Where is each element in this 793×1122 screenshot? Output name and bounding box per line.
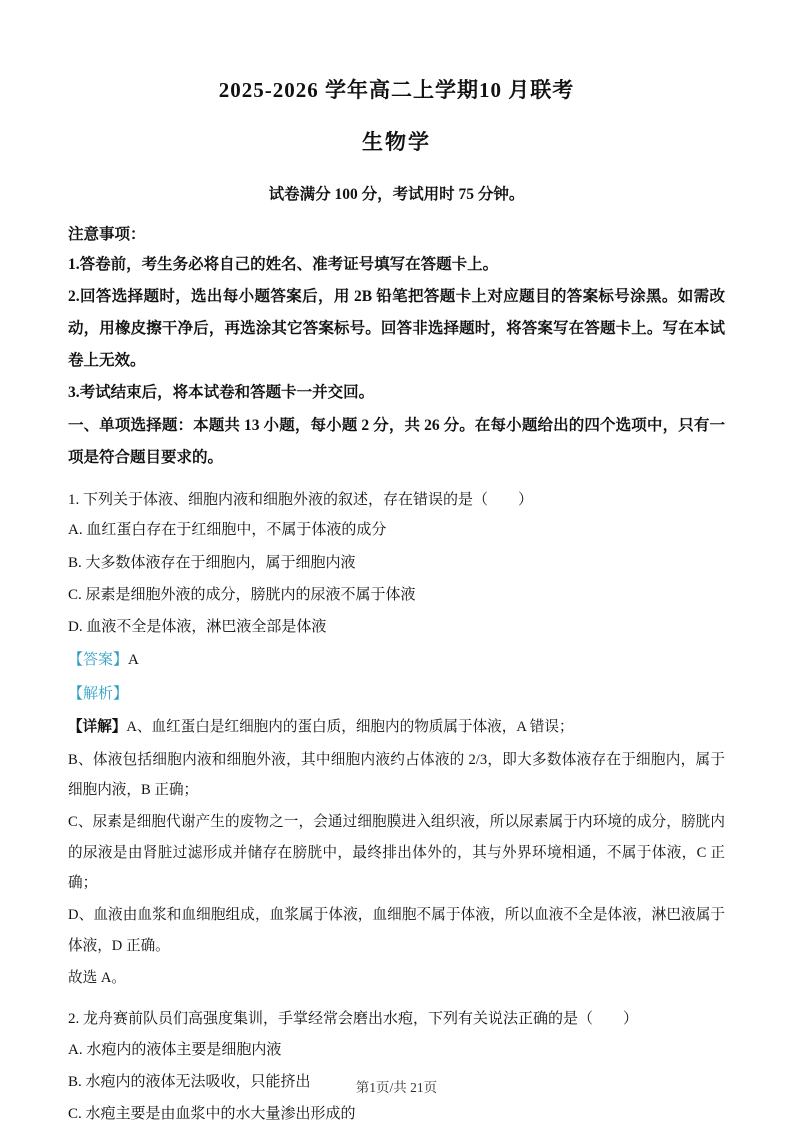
question-1-option-a: A. 血红蛋白存在于红细胞中，不属于体液的成分	[68, 522, 387, 539]
detail-paragraph-a	[68, 712, 725, 742]
detail-conclusion: 故选 A。	[68, 970, 126, 987]
question-2-option-b: B. 水疱内的液体无法吸收，只能挤出	[68, 1074, 311, 1091]
question-2-option-c: C. 水疱主要是由血浆中的水大量渗出形成的	[68, 1106, 356, 1122]
question-1-option-b: B. 大多数体液存在于细胞内，属于细胞内液	[68, 554, 356, 571]
notice-item-1: 1.答卷前，考生务必将自己的姓名、准考证号填写在答题卡上。	[68, 256, 499, 274]
detail-label: 【详解】	[68, 719, 127, 736]
answer-line	[68, 645, 725, 677]
notice-item-2: 2.回答选择题时，选出每小题答案后，用 2B 铅笔把答题卡上对应题目的答案标号涂黑。如需改动，用橡皮擦干净后，再选涂其它答案标号。回答非选择题时，将答案写在答题卡上。写在本试卷上无效。	[68, 288, 725, 369]
detail-paragraph-b: B、体液包括细胞内液和细胞外液，其中细胞内液约占体液的 2/3，即大多数体液存在于细胞内，属于细胞内液，B 正确；	[68, 751, 725, 798]
answer-label: 【答案】	[68, 652, 129, 669]
answer-value: A	[128, 652, 139, 669]
question-1-option-d: D. 血液不全是体液，淋巴液全部是体液	[68, 619, 327, 636]
detail-paragraph-d: D、血液由血浆和血细胞组成，血浆属于体液，血细胞不属于体液，所以血液不全是体液，淋巴液属于体液，D 正确。	[68, 907, 725, 954]
exam-title-line2: 生物学	[362, 130, 431, 154]
analysis-label: 【解析】	[68, 685, 129, 702]
exam-info: 试卷满分 100 分，考试用时 75 分钟。	[268, 186, 525, 203]
question-1-option-c: C. 尿素是细胞外液的成分，膀胱内的尿液不属于体液	[68, 586, 416, 603]
question-2-option-a: A. 水疱内的液体主要是细胞内液	[68, 1041, 282, 1058]
detail-lead-text: A、血红蛋白是红细胞内的蛋白质，细胞内的物质属于体液，A 错误；	[126, 719, 574, 736]
exam-title-line1: 2025-2026 学年高二上学期10 月联考	[218, 78, 575, 102]
section-heading: 一、单项选择题：本题共 13 小题，每小题 2 分，共 26 分。在每小题给出的四个选项中，只有一项是符合题目要求的。	[68, 417, 725, 467]
detail-paragraph-c: C、尿素是细胞代谢产生的废物之一，会通过细胞膜进入组织液，所以尿素属于内环境的成分，膀胱内的尿液是由肾脏过滤形成并储存在膀胱中，最终排出体外的，其与外界环境相通，不属于体液，C 正确；	[68, 814, 725, 892]
question-2-stem: 2. 龙舟赛前队员们高强度集训，手掌经常会磨出水疱，下列有关说法正确的是（ ）	[68, 1011, 639, 1028]
analysis-line	[68, 679, 725, 711]
notice-item-3: 3.考试结束后，将本试卷和答题卡一并交回。	[68, 383, 375, 401]
page-number: 第1页/共 21页	[355, 1080, 438, 1095]
notices-heading: 注意事项：	[68, 226, 146, 243]
question-1-stem: 1. 下列关于体液、细胞内液和细胞外液的叙述，存在错误的是（ ）	[68, 491, 534, 508]
